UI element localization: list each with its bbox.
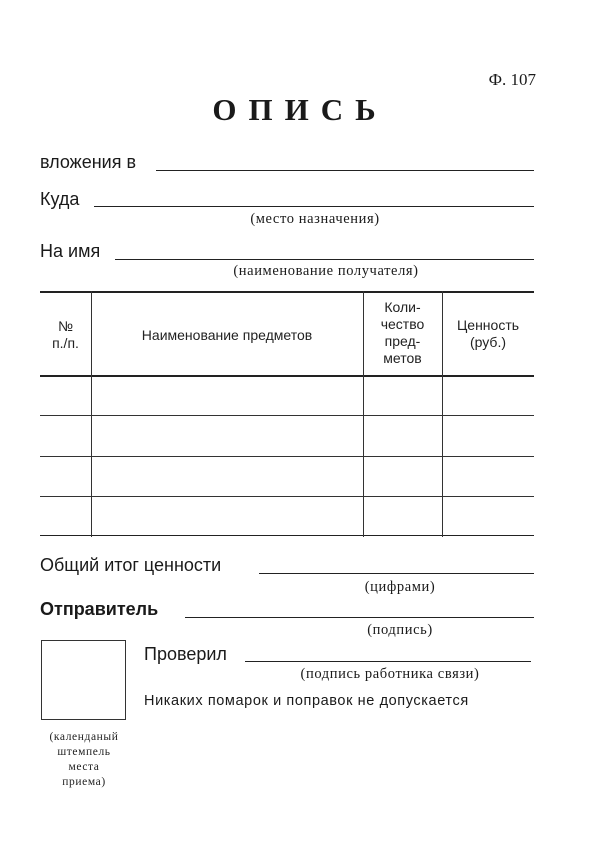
sender-signature-field[interactable] — [185, 617, 534, 618]
recipient-field[interactable] — [115, 259, 534, 260]
table-row-divider — [40, 415, 534, 416]
total-value-hint: (цифрами) — [364, 579, 436, 595]
form-number: Ф. 107 — [488, 70, 536, 89]
sender-hint: (подпись) — [367, 622, 433, 638]
sender-label: Отправитель — [40, 599, 159, 619]
table-row-divider — [40, 496, 534, 497]
checked-label: Проверил — [144, 644, 227, 664]
attachment-field[interactable] — [156, 170, 534, 171]
header-item-name: Наименование предметов — [141, 327, 313, 343]
where-field[interactable] — [94, 206, 534, 207]
total-value-label: Общий итог ценности — [40, 555, 222, 575]
total-value-field[interactable] — [259, 573, 534, 574]
attachment-label: вложения в — [40, 152, 137, 172]
table-row[interactable] — [40, 377, 534, 415]
recipient-label: На имя — [40, 241, 101, 261]
recipient-hint: (наименование получателя) — [233, 263, 419, 279]
table-bottom-border — [40, 535, 534, 536]
table-top-border — [40, 291, 534, 293]
header-quantity: Коли- чество пред- метов — [380, 299, 425, 366]
stamp-box — [41, 640, 126, 720]
table-row[interactable] — [40, 498, 534, 535]
header-number: № п./п. — [52, 318, 79, 351]
where-hint: (место назначения) — [250, 211, 380, 227]
stamp-caption: (календаный штемпель места приема) — [49, 731, 119, 788]
table-row-divider — [40, 456, 534, 457]
header-value: Ценность (руб.) — [456, 317, 520, 350]
table-row[interactable] — [40, 417, 534, 456]
no-corrections-note: Никаких помарок и поправок не допускается — [144, 693, 469, 709]
where-label: Куда — [40, 189, 80, 209]
table-row[interactable] — [40, 458, 534, 496]
document-title: ОПИСЬ — [212, 92, 388, 127]
inventory-table — [40, 291, 534, 537]
checked-signature-field[interactable] — [245, 661, 531, 662]
checked-hint: (подпись работника связи) — [300, 666, 480, 682]
